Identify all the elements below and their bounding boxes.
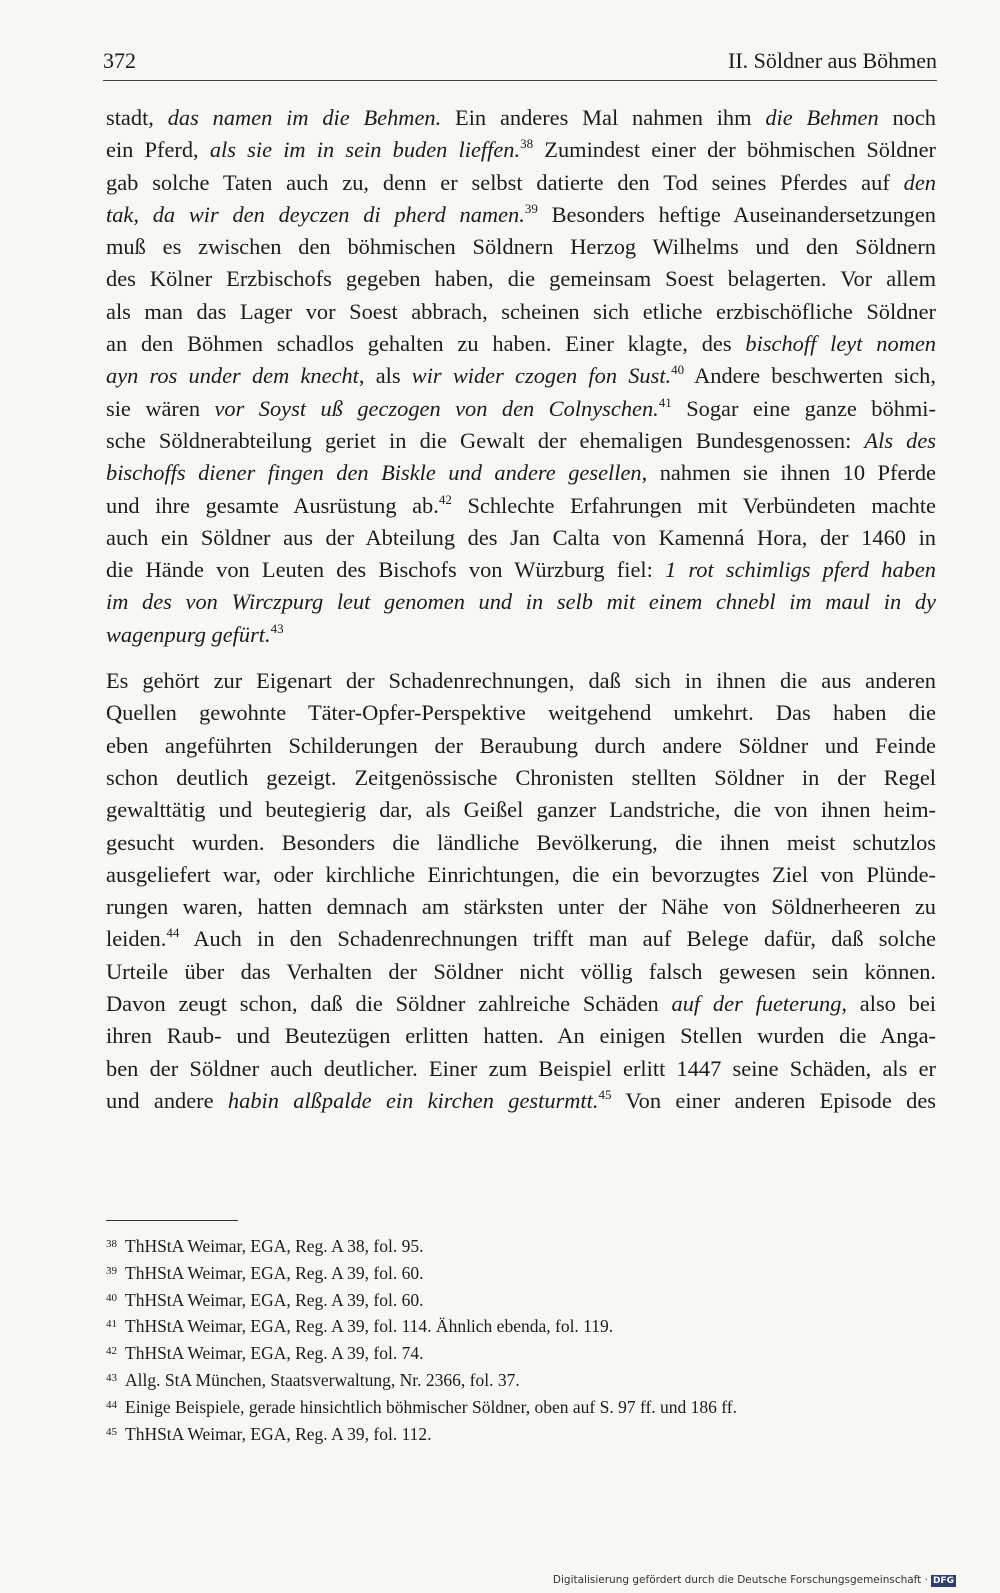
footnote-number: 40 [106, 1291, 117, 1304]
text-run: Es gehört zur Eigenart der Schadenrechnungen, daß sich in ihnen die aus anderen [106, 668, 936, 694]
text-run: gewalttätig und beutegierig dar, als Geißel ganzer Landstriche, die von ihnen heim- [106, 797, 936, 823]
italic-quote: vor Soyst uß geczogen von den Colnyschen. [214, 395, 659, 421]
footnote-number: 45 [106, 1425, 117, 1438]
text-run: ein Pferd, [106, 137, 210, 163]
text-line [106, 730, 936, 762]
page-number: 372 [103, 48, 136, 73]
footnote-marker[interactable]: 45 [598, 1086, 612, 1102]
italic-quote: als sie im in sein buden lieffen. [209, 137, 521, 163]
text-run: Ein anderes Mal nahmen ihm [441, 105, 766, 130]
text-line [106, 794, 936, 826]
footnote-marker[interactable]: 44 [166, 925, 180, 941]
text-run: Zumindest einer der böhmischen Söldner [533, 137, 936, 163]
text-line [106, 134, 936, 166]
footnote [106, 1421, 936, 1448]
footnote-number: 42 [106, 1345, 117, 1358]
text-line [106, 697, 936, 729]
text-run: Besonders heftige Auseinandersetzungen [537, 201, 936, 227]
text-run: ihren Raub- und Beutezügen erlitten hatten. An einigen Stellen wurden die Anga- [106, 1023, 936, 1049]
text-line [106, 263, 936, 295]
text-line [106, 827, 936, 859]
footnote [106, 1340, 936, 1367]
footnote-text: Allg. StA München, Staatsverwaltung, Nr. 2366, fol. 37. [125, 1369, 520, 1390]
text-line [106, 167, 936, 199]
footnote-marker[interactable]: 38 [520, 136, 534, 152]
text-line [106, 328, 936, 360]
text-run: , nahmen sie ihnen 10 Pferde [641, 460, 936, 486]
italic-quote: bischoffs diener fingen den Biskle und andere gesellen [106, 460, 642, 486]
text-run: Davon zeugt schon, daß die Söldner zahlreiche Schäden [106, 991, 672, 1017]
text-run: auch ein Söldner aus der Abteilung des Jan Calta von Kamenná Hora, der 1460 in [106, 524, 936, 550]
text-run: Urteile über das Verhalten der Söldner nicht völlig falsch gewesen sein können. [106, 958, 936, 984]
text-line [106, 1085, 936, 1117]
footnote-number: 41 [106, 1318, 117, 1331]
footnote-marker[interactable]: 41 [658, 394, 672, 410]
text-line [106, 231, 936, 263]
footnote-text: ThHStA Weimar, EGA, Reg. A 38, fol. 95. [125, 1236, 424, 1256]
footnote-rule [106, 1220, 238, 1221]
text-line [106, 586, 936, 618]
text-run: Von einer anderen Episode des [611, 1087, 936, 1113]
text-run: ausgeliefert war, oder kirchliche Einrichtungen, die ein bevorzugtes Ziel von Plünde- [106, 861, 936, 887]
italic-quote: den [903, 169, 936, 195]
text-line [106, 102, 936, 134]
italic-quote: wagenpurg gefürt. [106, 621, 271, 647]
text-run: , also bei [841, 991, 936, 1017]
footnote-number: 43 [106, 1371, 117, 1384]
text-run: noch [878, 105, 936, 130]
text-line [106, 393, 936, 425]
footnote-marker[interactable]: 42 [438, 491, 452, 507]
italic-quote: habin alßpalde ein kirchen gesturmtt. [227, 1087, 599, 1113]
footnote-text: ThHStA Weimar, EGA, Reg. A 39, fol. 112. [125, 1423, 432, 1444]
digitization-text: Digitalisierung gefördert durch die Deutsche Forschungsgemeinschaft · [552, 1574, 928, 1586]
text-line [106, 360, 936, 392]
footnote-text: Einige Beispiele, gerade hinsichtlich böhmischer Söldner, oben auf S. 97 ff. und 186 ff. [125, 1396, 737, 1417]
text-line [106, 891, 936, 923]
text-line [106, 1020, 936, 1052]
footnote-text: ThHStA Weimar, EGA, Reg. A 39, fol. 74. [125, 1343, 424, 1364]
text-line [106, 554, 936, 586]
footnote-number: 44 [106, 1398, 117, 1411]
text-run: leiden. [106, 926, 167, 952]
text-line [106, 619, 936, 651]
text-run: gesucht wurden. Besonders die ländliche Bevölkerung, die ihnen meist schutzlos [106, 829, 936, 855]
text-line [106, 665, 936, 697]
text-run: stadt, [106, 105, 168, 130]
footnote-marker[interactable]: 40 [671, 362, 685, 378]
italic-quote: im des von Wirczpurg leut genomen und in selb mit einem chnebl im maul in dy [106, 589, 936, 615]
footnotes [106, 1233, 936, 1447]
italic-quote: ayn ros under dem knecht [106, 363, 359, 389]
text-run: als man das Lager vor Soest abbrach, scheinen sich etliche erzbischöfliche Söldner [106, 298, 936, 324]
footnote [106, 1313, 936, 1340]
text-line [106, 988, 936, 1020]
text-run: Schlechte Erfahrungen mit Verbündeten machte [451, 492, 936, 518]
dfg-logo: DFG [932, 1576, 954, 1586]
italic-quote: wir wider czogen fon Sust. [411, 363, 672, 389]
text-line [106, 490, 936, 522]
text-run: ben der Söldner auch deutlicher. Einer zum Beispiel erlitt 1447 seine Schäden, als er [106, 1055, 936, 1081]
text-run: sie wären [106, 395, 215, 421]
footnote [106, 1367, 936, 1394]
running-head: II. Söldner aus Böhmen [728, 48, 937, 73]
text-run: muß es zwischen den böhmischen Söldnern Herzog Wilhelms und den Söldnern [106, 234, 936, 260]
text-run: die Hände von Leuten des Bischofs von Würzburg fiel: [106, 557, 666, 583]
footnote-number: 39 [106, 1264, 117, 1277]
text-run: des Kölner Erzbischofs gegeben haben, die gemeinsam Soest belagerten. Vor allem [106, 266, 936, 292]
text-run: schon deutlich gezeigt. Zeitgenössische Chronisten stellten Söldner in der Regel [106, 764, 936, 790]
footnote [106, 1394, 936, 1421]
text-line [106, 1053, 936, 1085]
italic-quote: Als des [864, 427, 936, 453]
text-line [106, 296, 936, 328]
footnote-text: ThHStA Weimar, EGA, Reg. A 39, fol. 114. Ähnlich ebenda, fol. 119. [125, 1316, 614, 1337]
text-line [106, 923, 936, 955]
text-run: und andere [106, 1087, 228, 1113]
text-run: und ihre gesamte Ausrüstung ab. [106, 492, 439, 518]
text-run: an den Böhmen schadlos gehalten zu haben. Einer klagte, des [106, 331, 746, 357]
footnote [106, 1233, 936, 1260]
footnote-number: 38 [106, 1238, 117, 1250]
text-run: gab solche Taten auch zu, denn er selbst datierte den Tod seines Pferdes auf [106, 169, 904, 195]
text-line [106, 859, 936, 891]
digitization-notice [553, 1574, 956, 1587]
text-line [106, 762, 936, 794]
text-line [106, 457, 936, 489]
footnote-marker[interactable]: 43 [270, 620, 284, 636]
text-run: Quellen gewohnte Täter-Opfer-Perspektive weitgehend umkehrt. Das haben die [106, 700, 936, 726]
text-line [106, 522, 936, 554]
text-run: , als [358, 363, 412, 389]
italic-quote: die Behmen [765, 105, 879, 130]
text-run: Auch in den Schadenrechnungen trifft man auf Belege dafür, daß solche [179, 926, 936, 952]
footnote-marker[interactable]: 39 [524, 200, 538, 216]
text-line [106, 425, 936, 457]
footnote [106, 1287, 936, 1314]
text-line [106, 956, 936, 988]
italic-quote: bischoff leyt nomen [745, 331, 936, 357]
footnote [106, 1260, 936, 1287]
text-run: eben angeführten Schilderungen der Beraubung durch andere Söldner und Feinde [106, 732, 936, 758]
italic-quote: auf der fueterung [671, 991, 842, 1017]
page-header [103, 44, 937, 81]
text-run: rungen waren, hatten demnach am stärksten unter der Nähe von Söldnerheeren zu [106, 894, 936, 920]
text-run: Sogar eine ganze böhmi- [671, 395, 936, 421]
footnote-text: ThHStA Weimar, EGA, Reg. A 39, fol. 60. [125, 1289, 424, 1310]
text-run: Andere beschwerten sich, [684, 363, 936, 389]
italic-quote: das namen im die Behmen. [167, 105, 442, 130]
italic-quote: 1 rot schimligs pferd haben [665, 557, 936, 583]
footnote-text: ThHStA Weimar, EGA, Reg. A 39, fol. 60. [125, 1262, 424, 1283]
text-run: sche Söldnerabteilung geriet in die Gewalt der ehemaligen Bundesgenossen: [106, 427, 865, 453]
body-text [106, 102, 936, 1117]
italic-quote: tak, da wir den deyczen di pherd namen. [106, 201, 525, 227]
text-line [106, 199, 936, 231]
